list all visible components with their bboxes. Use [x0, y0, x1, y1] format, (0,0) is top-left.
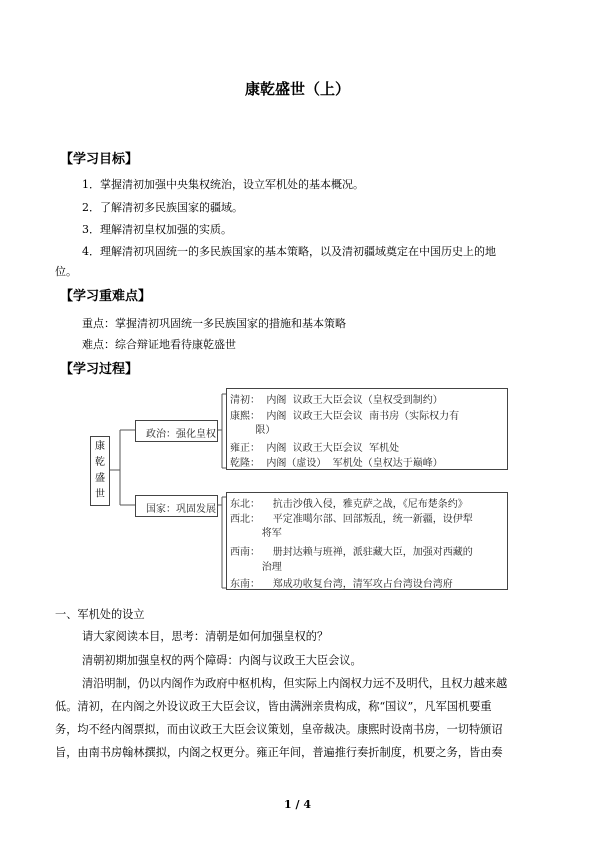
politics-row: 清初： 内阁 议政王大臣会议（皇权受到制约）	[230, 395, 443, 406]
section-goals-heading: 【学习目标】	[60, 152, 139, 167]
keypoint-focus: 重点：掌握清初巩固统一多民族国家的措施和基本策略	[82, 317, 346, 330]
page-title: 康乾盛世（上）	[244, 80, 350, 98]
diagram-root-char: 康	[95, 441, 105, 452]
process-heading: 一、军机处的设立	[55, 608, 145, 621]
politics-row: 康熙： 内阁 议政王大臣会议 南书房（实际权力有	[230, 411, 460, 422]
process-para: 清朝初期加强皇权的两个障碍：内阁与议政王大臣会议。	[82, 654, 362, 667]
goal-item: 1．掌握清初加强中央集权统治，设立军机处的基本概况。	[82, 178, 364, 191]
nation-label: 国家：巩固发展	[146, 504, 216, 515]
nation-row: 西南： 册封达赖与班禅，派驻藏大臣，加强对西藏的	[230, 547, 473, 558]
process-para-line: 清沿明制，仍以内阁作为政府中枢机构，但实际上内阁权力远不及明代，且权力越来越	[82, 677, 508, 690]
politics-row: 限）	[230, 425, 276, 436]
keypoint-difficulty: 难点：综合辩证地看待康乾盛世	[82, 338, 236, 351]
section-keypoints-heading: 【学习重难点】	[60, 289, 152, 304]
nation-detail-box	[226, 492, 508, 590]
politics-box	[135, 420, 218, 442]
goal-item: 4．理解清初巩固统一的多民族国家的基本策略，以及清初疆域奠定在中国历史上的地	[82, 245, 496, 258]
goal-item: 2．了解清初多民族国家的疆域。	[82, 201, 243, 214]
goal-item: 3．理解清初皇权加强的实质。	[82, 223, 232, 236]
diagram-root-char: 盛	[95, 473, 105, 484]
nation-row: 东北： 抗击沙俄入侵，雅克萨之战，《尼布楚条约》	[230, 499, 468, 510]
politics-row: 雍正： 内阁 议政王大臣会议 军机处	[230, 443, 400, 454]
nation-row: 将军	[230, 528, 282, 539]
nation-row: 东南： 郑成功收复台湾，清军攻占台湾设台湾府	[230, 579, 453, 590]
diagram-root-box	[90, 436, 110, 506]
politics-row: 乾隆： 内阁（虚设） 军机处（皇权达于巅峰）	[230, 458, 443, 469]
page-number: 1 / 4	[284, 798, 311, 811]
diagram-root-char: 世	[95, 489, 105, 500]
process-para-line: 务，均不经内阁票拟，而由议政王大臣会议策划，皇帝裁决。康熙时设南书房，一切特颁诏	[55, 723, 503, 736]
nation-row: 治理	[230, 562, 282, 573]
process-para-line: 旨，由南书房翰林撰拟，内阁之权更分。雍正年间，普遍推行奏折制度，机要之务，皆由奏	[55, 746, 503, 759]
section-process-heading: 【学习过程】	[60, 362, 139, 377]
goal-item: 位。	[55, 265, 77, 278]
nation-box	[135, 495, 218, 517]
process-para: 请大家阅读本目，思考：清朝是如何加强皇权的？	[82, 630, 329, 643]
politics-label: 政治：强化皇权	[146, 429, 216, 440]
process-para-line: 低。清初，在内阁之外设议政王大臣会议，皆由满洲亲贵构成，称“国议”，凡军国机要重	[55, 700, 492, 713]
politics-detail-box	[226, 388, 508, 470]
nation-row: 西北： 平定准噶尔部、回部叛乱，统一新疆，设伊犁	[230, 514, 473, 525]
diagram-root-char: 乾	[95, 457, 105, 468]
